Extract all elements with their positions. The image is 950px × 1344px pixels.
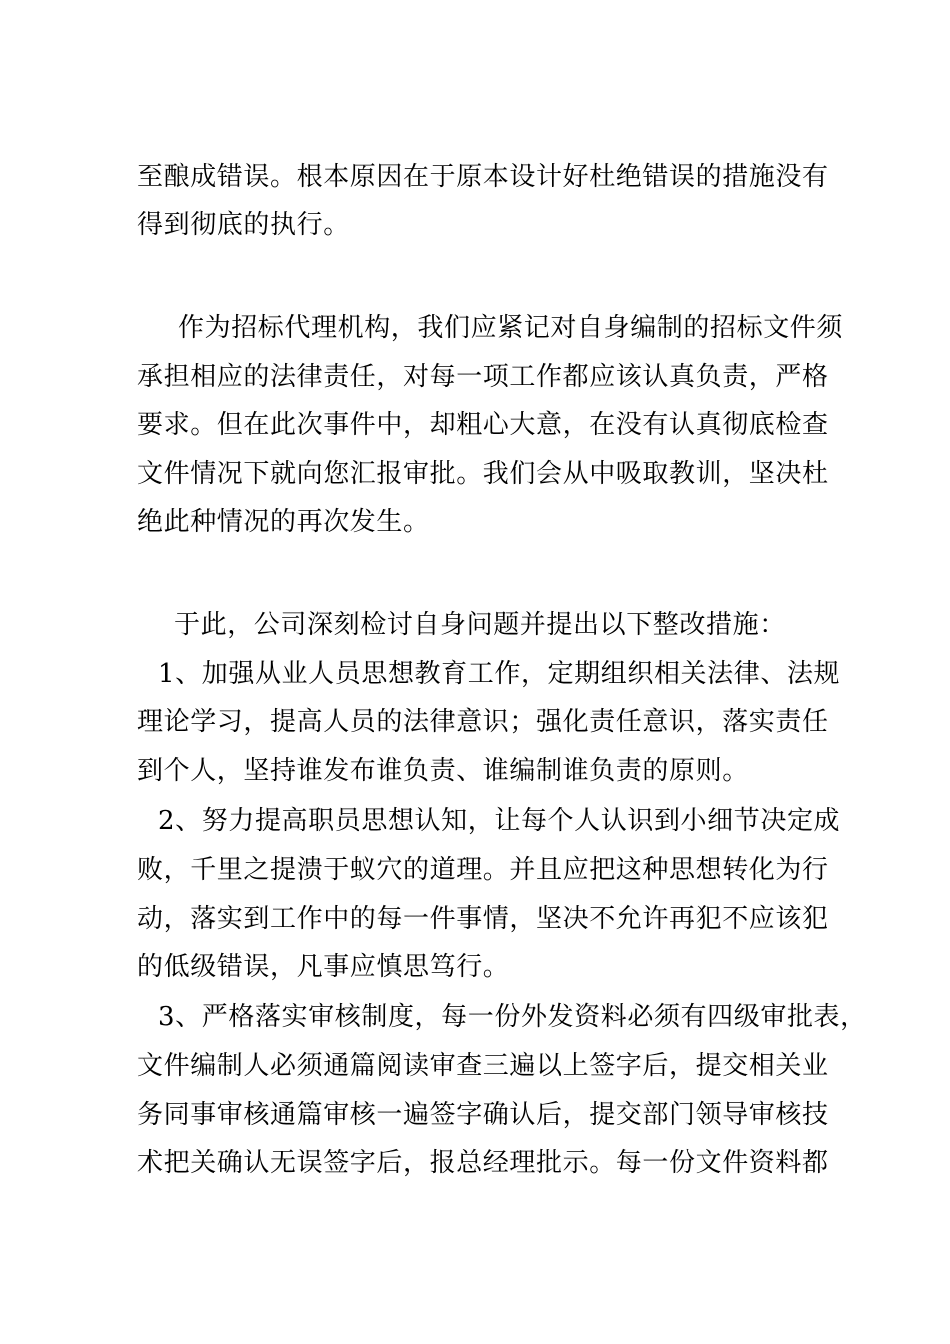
paragraph-2-line-3: 要求。但在此次事件中，却粗心大意，在没有认真彻底检查: [137, 410, 829, 440]
measure-2-line-2: 败，千里之提溃于蚁穴的道理。并且应把这种思想转化为行: [137, 855, 829, 885]
measure-1-line-1: 1、加强从业人员思想教育工作，定期组织相关法律、法规: [158, 659, 841, 689]
paragraph-2-line-1: 作为招标代理机构，我们应紧记对自身编制的招标文件须: [178, 313, 844, 343]
paragraph-2-line-5: 绝此种情况的再次发生。: [137, 507, 430, 537]
measure-3-line-1: 3、严格落实审核制度，每一份外发资料必须有四级审批表，: [158, 1002, 867, 1032]
measure-3-line-3: 务同事审核通篇审核一遍签字确认后，提交部门领导审核技: [137, 1100, 829, 1130]
paragraph-2-line-2: 承担相应的法律责任，对每一项工作都应该认真负责，严格: [137, 362, 829, 392]
measure-2-line-4: 的低级错误，凡事应慎思笃行。: [137, 952, 510, 982]
measure-1-line-2: 理论学习，提高人员的法律意识；强化责任意识，落实责任: [137, 707, 829, 737]
measure-2-line-1: 2、努力提高职员思想认知，让每个人认识到小细节决定成: [158, 806, 841, 836]
measure-2-line-3: 动，落实到工作中的每一件事情，坚决不允许再犯不应该犯: [137, 904, 829, 934]
paragraph-2-line-4: 文件情况下就向您汇报审批。我们会从中吸取教训，坚决杜: [137, 459, 829, 489]
measure-3-line-2: 文件编制人必须通篇阅读审查三遍以上签字后，提交相关业: [137, 1051, 829, 1081]
paragraph-3-line-1: 于此，公司深刻检讨自身问题并提出以下整改措施：: [174, 610, 786, 640]
paragraph-1-line-1: 至酿成错误。根本原因在于原本设计好杜绝错误的措施没有: [137, 162, 829, 192]
measure-3-line-4: 术把关确认无误签字后，报总经理批示。每一份文件资料都: [137, 1148, 829, 1178]
measure-1-line-3: 到个人，坚持谁发布谁负责、谁编制谁负责的原则。: [137, 756, 749, 786]
paragraph-1-line-2: 得到彻底的执行。: [137, 210, 350, 240]
